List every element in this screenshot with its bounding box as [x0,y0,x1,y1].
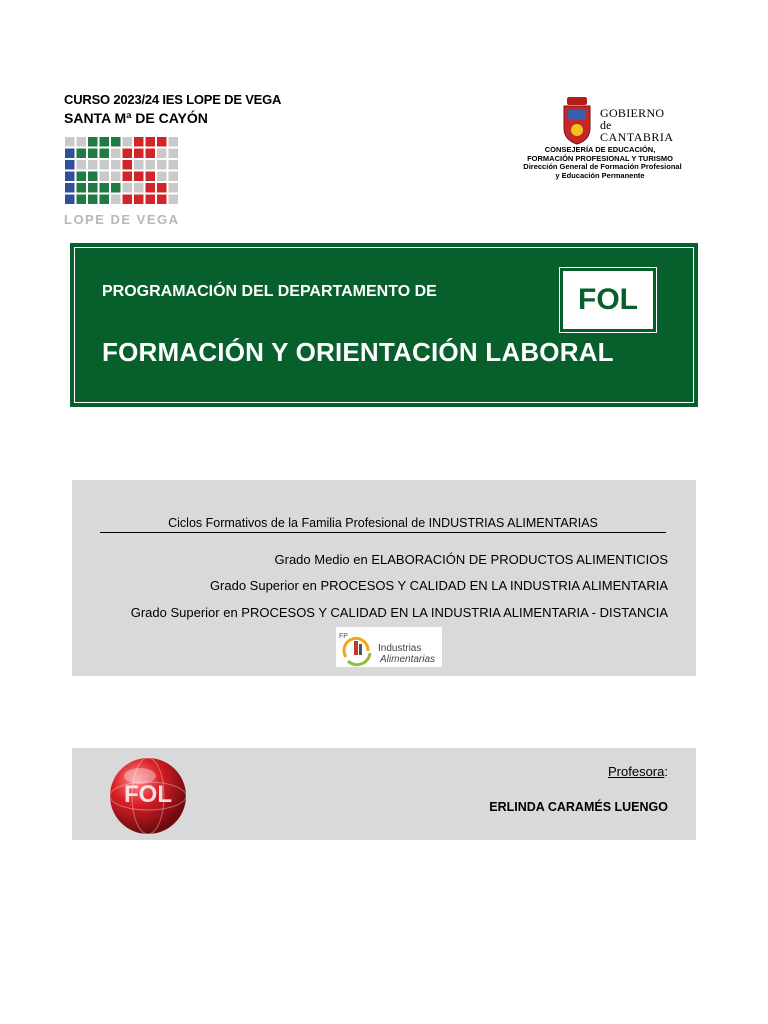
banner-subtitle: PROGRAMACIÓN DEL DEPARTAMENTO DE [102,283,437,300]
school-logo-tile [100,172,110,182]
school-logo-tile [77,137,87,147]
school-logo-tile [146,183,156,193]
school-logo-tile [111,137,121,147]
cycle-item: Grado Superior en PROCESOS Y CALIDAD EN LA INDUSTRIA ALIMENTARIA [209,578,668,593]
school-logo-tile [77,195,87,205]
gov-subtitle-3: Dirección General de Formación Profesional [523,162,682,171]
school-logo-tile [157,149,167,159]
school-logo-tile [157,195,167,205]
school-logo-tile [146,149,156,159]
gov-subtitle-4: y Educación Permanente [555,171,645,180]
school-logo-tile [123,137,133,147]
school-logo-tile [88,149,98,159]
school-logo-tile [100,160,110,170]
teacher-panel [72,748,696,840]
teacher-label [608,764,668,779]
school-logo-tile [88,137,98,147]
school-logo-tile [169,137,179,147]
school-logo-tile [65,183,75,193]
cycle-item: Grado Medio en ELABORACIÓN DE PRODUCTOS ALIMENTICIOS [274,552,668,567]
school-logo-tile [134,195,144,205]
school-logo-tile [111,183,121,193]
school-logo-tile [111,195,121,205]
industrias-alimentarias-logo [336,627,442,667]
school-logo-tile [134,183,144,193]
gov-title-de: de [600,118,612,132]
school-logo-tile [134,172,144,182]
school-logo-tile [111,149,121,159]
ia-logo-line2: Alimentarias [380,654,436,665]
school-location-line: SANTA Mª DE CAYÓN [64,110,208,126]
cycle-item: Grado Superior en PROCESOS Y CALIDAD EN LA INDUSTRIA ALIMENTARIA - DISTANCIA [130,605,668,620]
school-logo-tile [134,160,144,170]
school-logo-tile [169,172,179,182]
school-logo-text: LOPE DE VEGA [64,212,180,227]
school-logo-tile [169,149,179,159]
school-logo-tile [77,183,87,193]
school-logo-tile [123,160,133,170]
school-logo-tile [169,160,179,170]
school-course-line: CURSO 2023/24 IES LOPE DE VEGA [64,92,282,107]
ia-logo-line1: Industrias [378,643,422,654]
school-logo-tile [146,172,156,182]
school-logo-tile [88,172,98,182]
title-banner [70,243,698,407]
school-logo-tile [65,195,75,205]
school-logo-tile [100,137,110,147]
school-logo-tile [77,160,87,170]
school-logo-tile [100,195,110,205]
school-logo-tile [88,160,98,170]
school-logo-tile [88,195,98,205]
school-logo-tile [134,137,144,147]
school-logo-tile [157,172,167,182]
school-logo-tile [100,183,110,193]
teacher-label-text: Profesora [608,764,665,779]
school-logo-tile [65,172,75,182]
school-logo-tile [100,149,110,159]
school-logo-tile [146,160,156,170]
school-logo-tile [157,183,167,193]
school-logo-tile [169,183,179,193]
cycles-heading: Ciclos Formativos de la Familia Profesional de INDUSTRIAS ALIMENTARIAS [100,516,666,533]
fol-sphere-text: FOL [124,781,172,808]
school-logo-tile [77,149,87,159]
school-logo-tile [123,195,133,205]
school-logo-tile [111,160,121,170]
fol-badge [562,270,654,330]
cantabria-shield-icon [558,94,596,146]
gov-title-gobierno: GOBIERNO [600,106,665,120]
school-logo-tile [77,172,87,182]
school-logo-tile [123,149,133,159]
gov-title-cantabria: CANTABRIA [600,130,674,144]
gov-subtitle-1: CONSEJERÍA DE EDUCACIÓN, [544,145,656,154]
banner-title: FORMACIÓN Y ORIENTACIÓN LABORAL [102,337,614,367]
teacher-name: ERLINDA CARAMÉS LUENGO [489,800,668,814]
school-logo-tile [65,160,75,170]
fol-sphere-icon [106,752,190,836]
school-logo-tile [157,160,167,170]
school-logo-tile [123,183,133,193]
school-logo-tile [123,172,133,182]
school-logo-tile [111,172,121,182]
school-logo-tile [157,137,167,147]
school-logo-tile [134,149,144,159]
school-logo-tile [146,195,156,205]
teacher-label-colon: : [664,764,668,779]
cycles-panel [72,480,696,676]
fol-badge-label: FOL [578,283,638,316]
school-logo-tile [65,149,75,159]
school-logo-tile [169,195,179,205]
school-logo-tile [146,137,156,147]
ia-logo-fp: FP [339,633,348,640]
school-logo-tile [88,183,98,193]
school-logo-tile [65,137,75,147]
gov-subtitle-2: FORMACIÓN PROFESIONAL Y TURISMO [527,154,673,163]
